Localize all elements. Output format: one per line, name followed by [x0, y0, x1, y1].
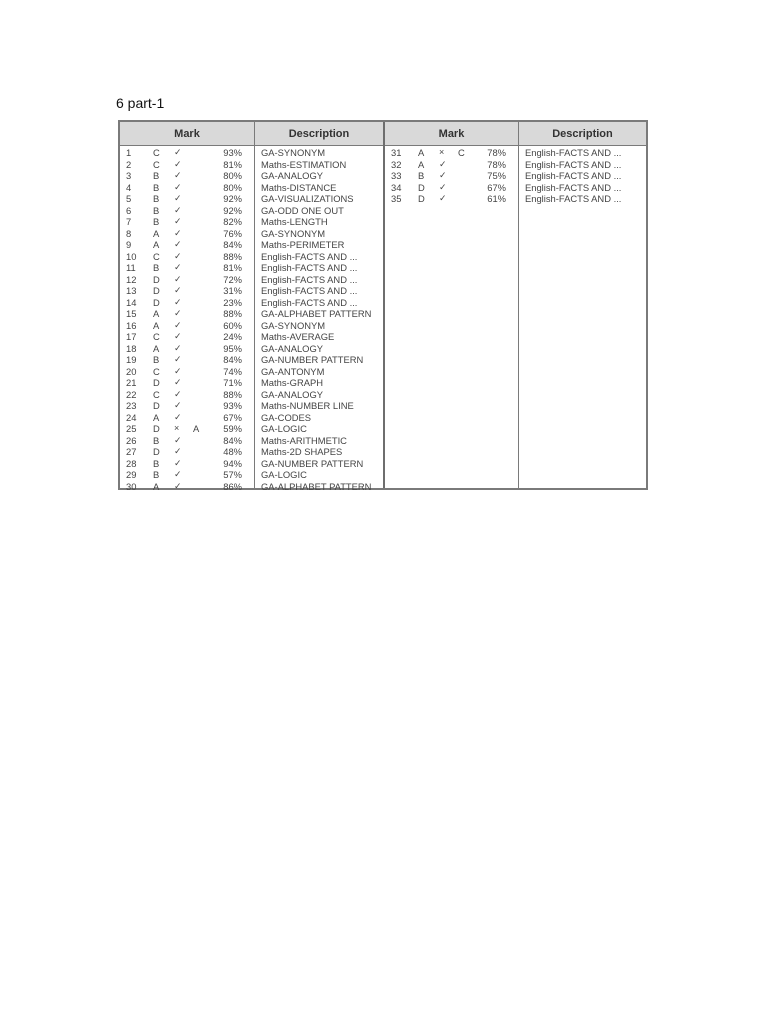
result-icon: ✓: [174, 469, 182, 479]
topic-description: English-FACTS AND ...: [261, 296, 358, 308]
result-icon: ✓: [174, 457, 182, 468]
topic-description: GA-ANALOGY: [261, 388, 323, 400]
percent-correct: 80%: [223, 170, 242, 181]
page-title: 6 part-1: [116, 95, 165, 111]
result-icon: ✓: [174, 158, 182, 169]
answer-key: B: [153, 181, 160, 193]
table-row: [120, 297, 383, 309]
result-icon: ✓: [174, 400, 182, 410]
question-number: 27: [126, 446, 137, 457]
table-row: [120, 193, 383, 205]
mark-cell: [120, 481, 254, 493]
topic-description: Maths-2D SHAPES: [261, 446, 343, 457]
percent-correct: 88%: [223, 250, 242, 262]
percent-correct: 23%: [223, 296, 242, 308]
mark-cell: [120, 285, 254, 297]
question-number: 4: [126, 181, 132, 193]
result-icon: ✓: [174, 480, 182, 491]
answer-key: A: [418, 158, 425, 170]
question-number: 13: [126, 285, 137, 296]
topic-description: GA-LOGIC: [261, 469, 307, 480]
mark-cell: [120, 239, 254, 251]
right-rows: [385, 147, 646, 205]
percent-correct: 95%: [223, 342, 242, 354]
question-number: 6: [126, 204, 132, 216]
question-number: 17: [126, 331, 137, 342]
table-row: [120, 435, 383, 447]
question-number: 32: [391, 158, 402, 170]
percent-correct: 81%: [223, 262, 242, 273]
topic-description: English-FACTS AND ...: [261, 262, 358, 273]
answer-key: B: [153, 457, 160, 469]
answer-key: D: [153, 296, 160, 308]
table-row: [120, 216, 383, 228]
question-number: 8: [126, 227, 132, 239]
table-row: [120, 377, 383, 389]
answer-key: D: [153, 446, 160, 457]
topic-description: GA-ALPHABET PATTERN: [261, 308, 372, 319]
table-row: [120, 262, 383, 274]
table-row: [385, 193, 646, 205]
header-description-right: Description: [519, 122, 646, 146]
topic-description: English-FACTS AND ...: [261, 285, 358, 296]
result-icon: ✓: [439, 170, 447, 180]
mark-cell: [120, 331, 254, 343]
result-icon: ✓: [174, 285, 182, 295]
question-number: 24: [126, 411, 137, 423]
mark-cell: [120, 423, 254, 435]
table-row: [120, 205, 383, 217]
percent-correct: 84%: [223, 434, 242, 446]
mark-cell: [120, 389, 254, 401]
mark-cell: [120, 297, 254, 309]
answer-key: D: [153, 285, 160, 296]
mark-cell: [120, 170, 254, 182]
mark-cell: [120, 193, 254, 205]
table-row: [120, 331, 383, 343]
answer-key: B: [153, 204, 160, 216]
result-icon: ✓: [174, 377, 182, 387]
result-icon: ✓: [439, 193, 447, 203]
mark-cell: [120, 458, 254, 470]
result-icon: ✓: [174, 170, 182, 180]
topic-description: GA-NUMBER PATTERN: [261, 457, 364, 469]
mark-cell: [120, 159, 254, 171]
percent-correct: 72%: [223, 273, 242, 285]
topic-description: GA-ALPHABET PATTERN: [261, 480, 372, 492]
answer-key: C: [153, 331, 160, 342]
topic-description: GA-SYNONYM: [261, 227, 326, 239]
question-number: 14: [126, 296, 137, 308]
answer-key: B: [153, 262, 160, 273]
result-icon: ✓: [174, 216, 182, 226]
topic-description: Maths-DISTANCE: [261, 181, 337, 193]
result-icon: ✓: [174, 354, 182, 364]
percent-correct: 92%: [223, 204, 242, 216]
table-row: [120, 469, 383, 481]
question-number: 28: [126, 457, 137, 469]
header-description-left: Description: [255, 122, 383, 146]
percent-correct: 84%: [223, 354, 242, 365]
question-number: 16: [126, 319, 137, 331]
left-rows: [120, 147, 383, 492]
mark-cell: [120, 377, 254, 389]
table-row: [120, 366, 383, 378]
answer-key: A: [153, 319, 160, 331]
question-number: 31: [391, 147, 402, 158]
table-row: [120, 481, 383, 493]
topic-description: Maths-ARITHMETIC: [261, 434, 347, 446]
answer-key: B: [153, 170, 160, 181]
mark-cell: [120, 469, 254, 481]
percent-correct: 82%: [223, 216, 242, 227]
answer-key: D: [153, 400, 160, 411]
question-number: 7: [126, 216, 132, 227]
topic-description: Maths-LENGTH: [261, 216, 328, 227]
answer-key: D: [418, 181, 425, 193]
result-icon: ✓: [174, 273, 182, 284]
topic-description: GA-LOGIC: [261, 423, 307, 434]
topic-description: GA-ANTONYM: [261, 365, 325, 377]
mark-cell: [385, 159, 518, 171]
mark-cell: [120, 354, 254, 366]
answer-key: B: [418, 170, 425, 181]
mark-cell: [120, 412, 254, 424]
result-icon: ✓: [174, 204, 182, 215]
answer-key: C: [153, 250, 160, 262]
answer-key: A: [153, 342, 160, 354]
table-row: [120, 458, 383, 470]
question-number: 3: [126, 170, 132, 181]
answer-key: B: [153, 469, 160, 480]
result-icon: ×: [439, 147, 445, 157]
question-number: 21: [126, 377, 137, 388]
topic-description: Maths-ESTIMATION: [261, 158, 347, 170]
result-icon: ✓: [174, 342, 182, 353]
topic-description: English-FACTS AND ...: [525, 181, 622, 193]
mark-cell: [120, 147, 254, 159]
percent-correct: 93%: [223, 400, 242, 411]
result-icon: ✓: [174, 296, 182, 307]
percent-correct: 67%: [487, 181, 506, 193]
percent-correct: 78%: [487, 158, 506, 170]
results-table: [118, 120, 648, 490]
topic-description: Maths-AVERAGE: [261, 331, 335, 342]
question-number: 9: [126, 239, 132, 250]
mark-cell: [120, 262, 254, 274]
question-number: 26: [126, 434, 137, 446]
table-row: [120, 423, 383, 435]
result-icon: ✓: [439, 158, 447, 169]
answer-key: C: [153, 365, 160, 377]
table-row: [385, 182, 646, 194]
result-icon: ✓: [174, 181, 182, 192]
topic-description: GA-VISUALIZATIONS: [261, 193, 354, 204]
topic-description: Maths-GRAPH: [261, 377, 323, 388]
percent-correct: 88%: [223, 308, 242, 319]
result-icon: ✓: [174, 331, 182, 341]
mark-cell: [120, 274, 254, 286]
question-number: 10: [126, 250, 137, 262]
topic-description: Maths-NUMBER LINE: [261, 400, 354, 411]
result-icon: ✓: [174, 193, 182, 203]
percent-correct: 76%: [223, 227, 242, 239]
question-number: 12: [126, 273, 137, 285]
table-row: [120, 400, 383, 412]
answer-key: A: [153, 239, 160, 250]
answer-key: B: [153, 216, 160, 227]
mark-cell: [385, 193, 518, 205]
header-mark-right: Mark: [385, 122, 518, 146]
topic-description: GA-NUMBER PATTERN: [261, 354, 364, 365]
table-row: [120, 446, 383, 458]
answer-key: B: [153, 193, 160, 204]
result-icon: ✓: [174, 239, 182, 249]
percent-correct: 67%: [223, 411, 242, 423]
result-icon: ✓: [174, 262, 182, 272]
topic-description: GA-SYNONYM: [261, 147, 326, 158]
topic-description: GA-ODD ONE OUT: [261, 204, 344, 216]
percent-correct: 80%: [223, 181, 242, 193]
answer-key: A: [153, 227, 160, 239]
percent-correct: 81%: [223, 158, 242, 170]
chosen-answer: A: [193, 423, 200, 434]
percent-correct: 94%: [223, 457, 242, 469]
mark-cell: [120, 343, 254, 355]
mark-cell: [120, 228, 254, 240]
answer-key: D: [153, 273, 160, 285]
question-number: 18: [126, 342, 137, 354]
question-number: 35: [391, 193, 402, 204]
result-icon: ✓: [174, 411, 182, 422]
percent-correct: 92%: [223, 193, 242, 204]
mark-cell: [120, 308, 254, 320]
percent-correct: 24%: [223, 331, 242, 342]
topic-description: Maths-PERIMETER: [261, 239, 345, 250]
question-number: 11: [126, 262, 136, 273]
table-row: [120, 343, 383, 355]
percent-correct: 75%: [487, 170, 506, 181]
table-row: [120, 147, 383, 159]
question-number: 15: [126, 308, 137, 319]
topic-description: English-FACTS AND ...: [525, 147, 622, 158]
result-icon: ×: [174, 423, 180, 433]
topic-description: GA-SYNONYM: [261, 319, 326, 331]
table-row: [120, 239, 383, 251]
question-number: 2: [126, 158, 132, 170]
mark-cell: [120, 400, 254, 412]
answer-key: A: [153, 308, 160, 319]
answer-key: C: [153, 158, 160, 170]
result-icon: ✓: [174, 446, 182, 456]
table-row: [385, 159, 646, 171]
topic-description: English-FACTS AND ...: [261, 273, 358, 285]
result-icon: ✓: [174, 250, 182, 261]
percent-correct: 78%: [487, 147, 506, 158]
question-number: 25: [126, 423, 137, 434]
topic-description: English-FACTS AND ...: [525, 158, 622, 170]
chosen-answer: C: [458, 147, 465, 158]
question-number: 19: [126, 354, 137, 365]
table-row: [120, 308, 383, 320]
table-row: [120, 285, 383, 297]
question-number: 29: [126, 469, 137, 480]
topic-description: GA-CODES: [261, 411, 312, 423]
topic-description: English-FACTS AND ...: [525, 193, 622, 204]
result-icon: ✓: [174, 388, 182, 399]
table-row: [120, 170, 383, 182]
result-icon: ✓: [439, 181, 447, 192]
table-row: [120, 389, 383, 401]
answer-key: A: [153, 480, 160, 492]
mark-cell: [120, 205, 254, 217]
question-number: 20: [126, 365, 137, 377]
percent-correct: 93%: [223, 147, 242, 158]
answer-key: D: [418, 193, 425, 204]
table-row: [120, 159, 383, 171]
mark-cell: [120, 446, 254, 458]
answer-key: D: [153, 377, 160, 388]
percent-correct: 60%: [223, 319, 242, 331]
mark-cell: [385, 170, 518, 182]
result-icon: ✓: [174, 227, 182, 238]
answer-key: D: [153, 423, 160, 434]
mark-cell: [385, 147, 518, 159]
question-number: 34: [391, 181, 402, 193]
table-row: [120, 182, 383, 194]
table-row: [120, 251, 383, 263]
percent-correct: 86%: [223, 480, 242, 492]
answer-key: C: [153, 388, 160, 400]
percent-correct: 84%: [223, 239, 242, 250]
percent-correct: 71%: [223, 377, 242, 388]
mark-cell: [120, 182, 254, 194]
table-row: [120, 412, 383, 424]
topic-description: GA-ANALOGY: [261, 342, 323, 354]
question-number: 33: [391, 170, 402, 181]
percent-correct: 31%: [223, 285, 242, 296]
mark-cell: [385, 182, 518, 194]
topic-description: English-FACTS AND ...: [261, 250, 358, 262]
topic-description: GA-ANALOGY: [261, 170, 323, 181]
table-row: [385, 170, 646, 182]
percent-correct: 59%: [223, 423, 242, 434]
table-row: [385, 147, 646, 159]
percent-correct: 48%: [223, 446, 242, 457]
answer-key: B: [153, 434, 160, 446]
result-icon: ✓: [174, 147, 182, 157]
result-icon: ✓: [174, 319, 182, 330]
percent-correct: 61%: [487, 193, 506, 204]
percent-correct: 57%: [223, 469, 242, 480]
table-row: [120, 274, 383, 286]
question-number: 5: [126, 193, 132, 204]
answer-key: A: [153, 411, 160, 423]
percent-correct: 88%: [223, 388, 242, 400]
question-number: 1: [126, 147, 132, 158]
answer-key: B: [153, 354, 160, 365]
question-number: 23: [126, 400, 137, 411]
result-icon: ✓: [174, 434, 182, 445]
mark-cell: [120, 366, 254, 378]
topic-description: English-FACTS AND ...: [525, 170, 622, 181]
table-row: [120, 228, 383, 240]
mark-cell: [120, 435, 254, 447]
result-icon: ✓: [174, 365, 182, 376]
mark-cell: [120, 251, 254, 263]
result-icon: ✓: [174, 308, 182, 318]
answer-key: A: [418, 147, 425, 158]
percent-correct: 74%: [223, 365, 242, 377]
table-row: [120, 354, 383, 366]
question-number: 30: [126, 480, 137, 492]
mark-cell: [120, 320, 254, 332]
table-row: [120, 320, 383, 332]
mark-cell: [120, 216, 254, 228]
header-mark-left: Mark: [120, 122, 254, 146]
question-number: 22: [126, 388, 137, 400]
answer-key: C: [153, 147, 160, 158]
